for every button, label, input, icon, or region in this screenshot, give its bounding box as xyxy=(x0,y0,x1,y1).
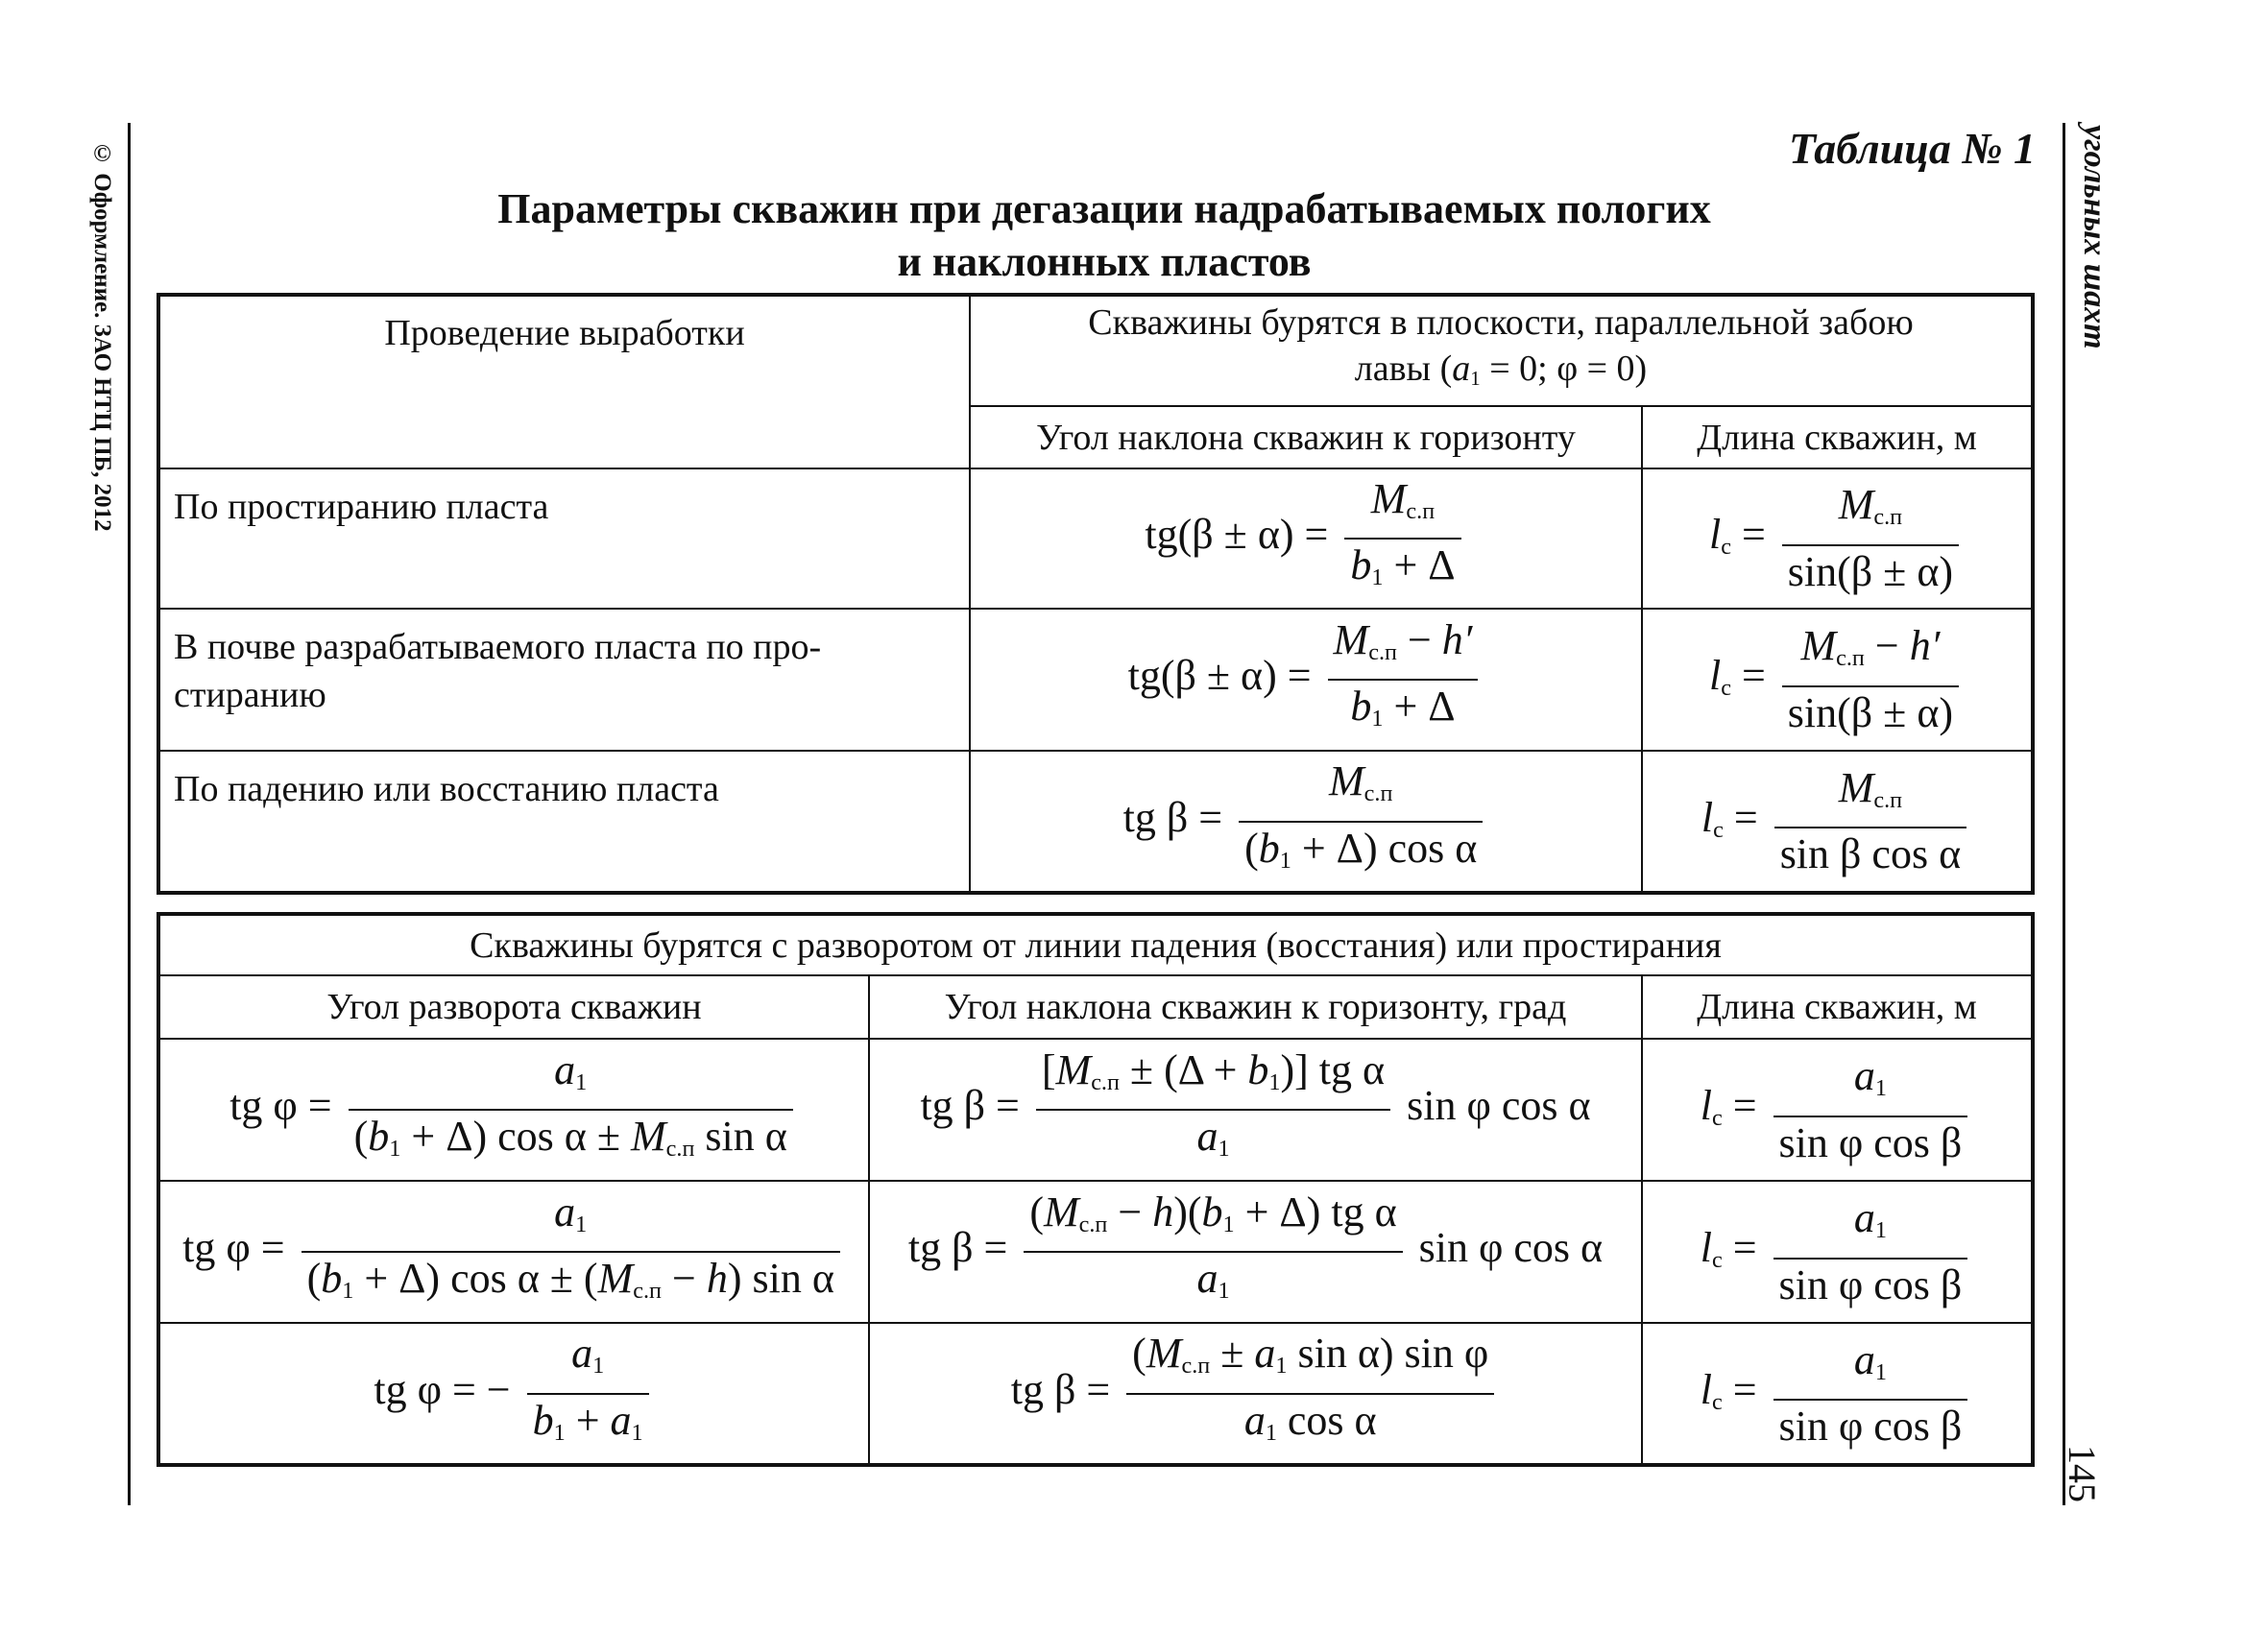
header-excavation xyxy=(158,295,970,468)
formula-length-t2-1: $l_с$ = $\frac{a_1}{\text{sin φ cos β}}$ xyxy=(1642,1039,2033,1181)
running-header-vertical: угольных шахт xyxy=(2077,125,2112,349)
table-turned-boreholes xyxy=(157,912,2035,1467)
header-length-2: Длина скважин, м xyxy=(1642,975,2033,1039)
header-inclination: Угол наклона скважин к горизонту xyxy=(970,406,1642,468)
formula-length-t2-3: $l_с$ = $\frac{a_1}{\text{sin φ cos β}}$ xyxy=(1642,1323,2033,1465)
formula-turn-angle-1: tg φ = $\frac{a_1}{(b_1 + \Delta) \cos \alpha \pm M_{с.п} \sin \alpha}$ xyxy=(158,1039,869,1181)
formula-incl-angle-2: tg β = $\frac{(M_{с.п} - h)(b_1 + \Delta) tg \alpha}{a_1}$ sin φ cos α xyxy=(869,1181,1642,1323)
row-label-floor-strike: В почве разрабатываемого пласта по про-стиранию xyxy=(158,609,970,751)
row-label-strike: По простиранию пласта xyxy=(158,468,970,609)
header-excavation-label: Проведение выработки xyxy=(384,313,745,353)
table-title-line-1: Параметры скважин при дегазации надрабатываемых пологих xyxy=(497,185,1711,232)
formula-incl-angle-1: tg β = $\frac{[M_{с.п} \pm (\Delta + b_1)] tg \alpha}{a_1}$ sin φ cos α xyxy=(869,1039,1642,1181)
header-parallel-line2: лавы ($a_1 = 0$; φ = 0) xyxy=(1354,348,1648,391)
formula-turn-angle-2: tg φ = $\frac{a_1}{(b_1 + \Delta) \cos \alpha \pm (M_{с.п} - h) \sin \alpha}$ xyxy=(158,1181,869,1323)
header-parallel-group xyxy=(970,295,2033,406)
formula-turn-angle-3: tg φ = − $\frac{a_1}{b_1 + a_1}$ xyxy=(158,1323,869,1465)
table-title-line-2: и наклонных пластов xyxy=(897,238,1312,285)
header-inclination-deg: Угол наклона скважин к горизонту, град xyxy=(869,975,1642,1039)
formula-strike-length: $l_с$ = $\frac{M_{с.п}}{\sin(\beta \pm \alpha)}$ xyxy=(1642,468,2033,609)
page-number: 145 xyxy=(2061,1445,2104,1502)
header-turned-group: Скважины бурятся с разворотом от линии падения (восстания) или простирания xyxy=(158,914,2033,975)
formula-strike-angle: tg(β ± α) = $\frac{M_{с.п}}{b_1 + \Delta}$ xyxy=(970,468,1642,609)
formula-floor-length: $l_с$ = $\frac{M_{с.п} - h'}{\sin(\beta \pm \alpha)}$ xyxy=(1642,609,2033,751)
header-parallel-line1: Скважины бурятся в плоскости, параллельной забою xyxy=(1088,302,1914,344)
formula-length-t2-2: $l_с$ = $\frac{a_1}{\text{sin φ cos β}}$ xyxy=(1642,1181,2033,1323)
copyright-vertical-text: © Оформление. ЗАО НТЦ ПБ, 2012 xyxy=(89,140,115,532)
formula-dip-length: $l_с$ = $\frac{M_{с.п}}{\text{sin β cos α}}$ xyxy=(1642,751,2033,893)
left-margin-rule xyxy=(128,123,131,1505)
right-margin-rule xyxy=(2063,123,2065,1505)
table-title xyxy=(154,182,2055,288)
header-turn-angle: Угол разворота скважин xyxy=(158,975,869,1039)
formula-incl-angle-3: tg β = $\frac{(M_{с.п} \pm a_1 \sin \alpha) \sin \varphi}{a_1 \cos \alpha}$ xyxy=(869,1323,1642,1465)
formula-dip-angle: tg β = $\frac{M_{с.п}}{(b_1 + \Delta) \cos \alpha}$ xyxy=(970,751,1642,893)
formula-floor-angle: tg(β ± α) = $\frac{M_{с.п} - h'}{b_1 + \Delta}$ xyxy=(970,609,1642,751)
header-length: Длина скважин, м xyxy=(1642,406,2033,468)
table-number: Таблица № 1 xyxy=(1788,124,2036,173)
table-parallel-face xyxy=(157,293,2035,895)
row-label-dip: По падению или восстанию пласта xyxy=(158,751,970,893)
